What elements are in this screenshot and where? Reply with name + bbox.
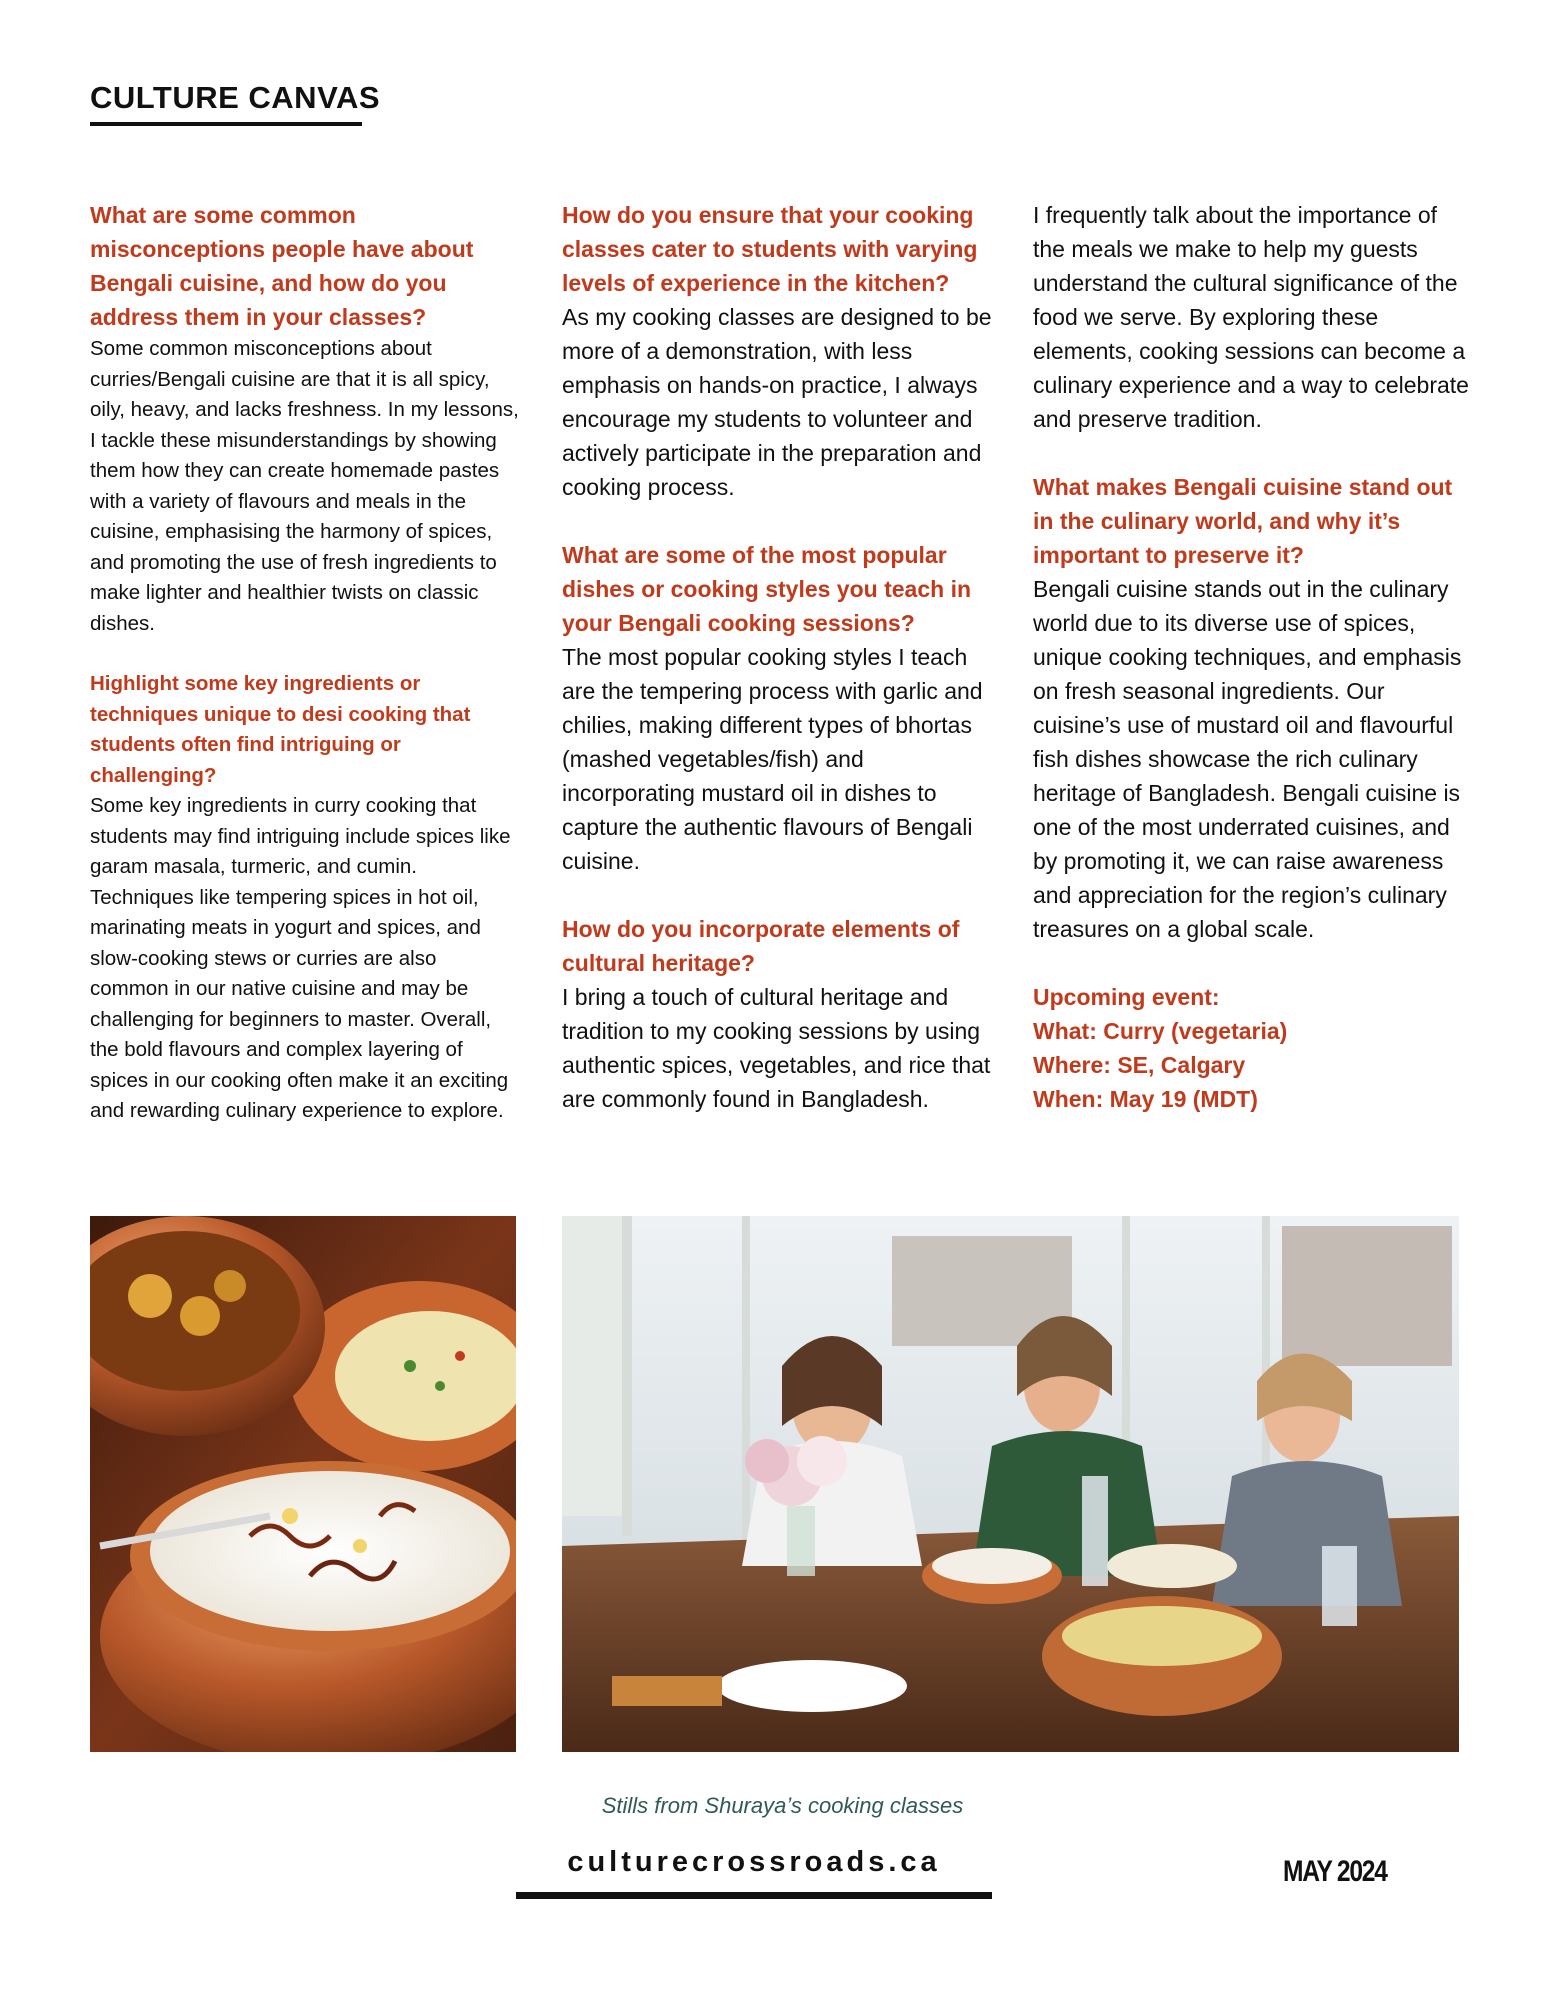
answer-cultural-heritage: I bring a touch of cultural heritage and tradition to my cooking sessions by using authentic spices, vegetables, and rice that are commonly found in Bangladesh. bbox=[562, 984, 991, 1112]
question-popular-dishes: What are some of the most popular dishes or cooking styles you teach in your Bengali cooking sessions? bbox=[562, 542, 972, 636]
event-heading: Upcoming event: bbox=[1033, 984, 1220, 1010]
photo-cooking-class-illustration bbox=[562, 1216, 1459, 1752]
answer-stand-out: Bengali cuisine stands out in the culinary world due to its diverse use of spices, unique cooking techniques, and emphasis on fresh seasonal ingredients. Our cuisine’s use of mustard oil and flavourful fish dishes showcase the rich culinary heritage of Bangladesh. Bengali cuisine is one of the most underrated cuisines, and by promoting it, we can raise awareness and appreciation for the region’s culinary treasures on a global scale. bbox=[1033, 576, 1462, 942]
answer-cultural-heritage-continued: I frequently talk about the importance of the meals we make to help my guests understand the cultural significance of the food we serve. By exploring these elements, cooking sessions can become a culinary experience and a way to celebrate and preserve tradition. bbox=[1033, 202, 1469, 432]
footer-website: culturecrossroads.ca bbox=[567, 1846, 941, 1878]
event-when: When: May 19 (MDT) bbox=[1033, 1086, 1258, 1112]
photo-bengali-dishes-illustration bbox=[90, 1216, 516, 1752]
column-2 bbox=[562, 198, 1002, 1116]
answer-popular-dishes: The most popular cooking styles I teach are the tempering process with garlic and chilies, making different types of bhortas (mashed vegetables/fish) and incorporating mustard oil in dishes to capture the authentic flavours of Bengali cuisine. bbox=[562, 644, 983, 874]
issue-date: MAY 2024 bbox=[1283, 1855, 1387, 1888]
answer-misconceptions: Some common misconceptions about curries/Bengali cuisine are that it is all spicy, oily, heavy, and lacks freshness. In my lessons, I tackle these misunderstandings by showing them how they can create homemade pastes with a variety of flavours and meals in the cuisine, emphasising the harmony of spices, and promoting the use of fresh ingredients to make lighter and healthier twists on classic dishes. bbox=[90, 337, 519, 635]
upcoming-event bbox=[1033, 980, 1473, 1116]
footer-underline bbox=[516, 1892, 992, 1899]
question-key-ingredients: Highlight some key ingredients or techniques unique to desi cooking that students often find intriguing or challenging? bbox=[90, 672, 471, 787]
photo-cooking-class bbox=[562, 1216, 1459, 1752]
question-misconceptions: What are some common misconceptions people have about Bengali cuisine, and how do you address them in your classes? bbox=[90, 202, 474, 330]
answer-key-ingredients: Some key ingredients in curry cooking that students may find intriguing include spices like garam masala, turmeric, and cumin. Techniques like tempering spices in hot oil, marinating meats in yogurt and spices, and slow-cooking stews or curries are also common in our native cuisine and may be challenging for beginners to master. Overall, the bold flavours and complex layering of spices in our cooking often make it an exciting and rewarding culinary experience to explore. bbox=[90, 794, 511, 1122]
column-1 bbox=[90, 198, 520, 1127]
answer-experience-levels: As my cooking classes are designed to be more of a demonstration, with less emphasis on hands-on practice, I always encourage my students to volunteer and actively participate in the preparation and cooking process. bbox=[562, 304, 992, 500]
question-stand-out: What makes Bengali cuisine stand out in the culinary world, and why it’s important to preserve it? bbox=[1033, 474, 1453, 568]
event-where: Where: SE, Calgary bbox=[1033, 1052, 1246, 1078]
photo-caption bbox=[0, 1793, 1545, 1819]
photo-caption-text: Stills from Shuraya’s cooking classes bbox=[601, 1793, 964, 1818]
question-cultural-heritage: How do you incorporate elements of cultural heritage? bbox=[562, 916, 960, 976]
event-what: What: Curry (vegetaria) bbox=[1033, 1018, 1288, 1044]
masthead-underline bbox=[90, 122, 362, 126]
question-experience-levels: How do you ensure that your cooking classes cater to students with varying levels of experience in the kitchen? bbox=[562, 202, 978, 296]
column-3 bbox=[1033, 198, 1473, 1116]
photo-bengali-dishes bbox=[90, 1216, 516, 1752]
masthead-title: CULTURE CANVAS bbox=[90, 80, 381, 115]
